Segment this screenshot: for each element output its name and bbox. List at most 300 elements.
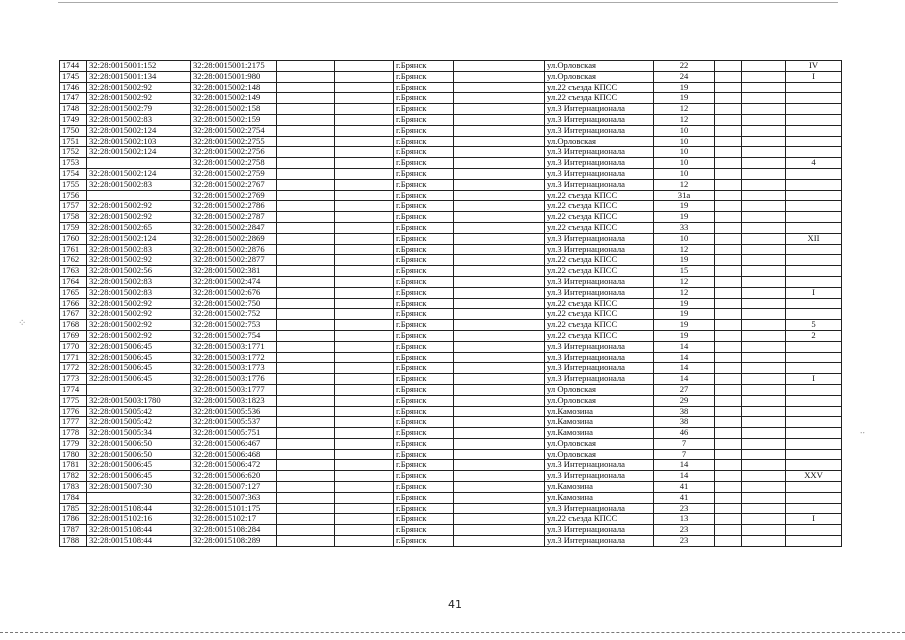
empty-cell [742, 428, 786, 439]
old-cadastral-number: 32:28:0015002:56 [87, 266, 191, 277]
row-number: 1751 [60, 136, 87, 147]
empty-cell [742, 417, 786, 428]
empty-cell [335, 482, 394, 493]
scan-noise-mark: ∙∙ [860, 428, 865, 439]
street: ул.3 Интернационала [545, 147, 654, 158]
empty-cell [742, 514, 786, 525]
table-row [60, 233, 842, 244]
city: г.Брянск [394, 406, 454, 417]
cadastral-number: 32:28:0015003:1771 [191, 341, 277, 352]
empty-cell [715, 93, 742, 104]
empty-cell [742, 395, 786, 406]
empty-cell [454, 503, 545, 514]
table-row [60, 201, 842, 212]
street: ул.Камозина [545, 406, 654, 417]
empty-cell [742, 536, 786, 547]
city: г.Брянск [394, 158, 454, 169]
empty-cell [715, 374, 742, 385]
apartment-number [786, 536, 842, 547]
empty-cell [715, 449, 742, 460]
empty-cell [277, 449, 335, 460]
house-number: 23 [654, 536, 715, 547]
cadastral-number: 32:28:0015002:752 [191, 309, 277, 320]
old-cadastral-number: 32:28:0015002:92 [87, 93, 191, 104]
empty-cell [454, 104, 545, 115]
city: г.Брянск [394, 471, 454, 482]
table-row [60, 179, 842, 190]
empty-cell [742, 384, 786, 395]
city: г.Брянск [394, 460, 454, 471]
empty-cell [454, 352, 545, 363]
city: г.Брянск [394, 374, 454, 385]
empty-cell [454, 330, 545, 341]
cadastral-number: 32:28:0015002:2756 [191, 147, 277, 158]
empty-cell [277, 417, 335, 428]
street: ул.22 съезда КПСС [545, 298, 654, 309]
empty-cell [335, 136, 394, 147]
apartment-number [786, 384, 842, 395]
city: г.Брянск [394, 104, 454, 115]
empty-cell [335, 190, 394, 201]
street: ул.Камозина [545, 428, 654, 439]
empty-cell [454, 363, 545, 374]
empty-cell [335, 266, 394, 277]
city: г.Брянск [394, 384, 454, 395]
table-row [60, 352, 842, 363]
row-number: 1771 [60, 352, 87, 363]
table-row [60, 147, 842, 158]
apartment-number: I [786, 287, 842, 298]
street: ул.22 съезда КПСС [545, 330, 654, 341]
table-row [60, 168, 842, 179]
cadastral-number: 32:28:0015003:1823 [191, 395, 277, 406]
house-number: 12 [654, 244, 715, 255]
empty-cell [335, 363, 394, 374]
apartment-number [786, 298, 842, 309]
row-number: 1755 [60, 179, 87, 190]
street: ул.Камозина [545, 417, 654, 428]
empty-cell [277, 287, 335, 298]
old-cadastral-number: 32:28:0015002:92 [87, 82, 191, 93]
row-number: 1754 [60, 168, 87, 179]
empty-cell [277, 190, 335, 201]
row-number: 1762 [60, 255, 87, 266]
cadastral-number: 32:28:0015002:753 [191, 320, 277, 331]
street: ул.22 съезда КПСС [545, 212, 654, 223]
city: г.Брянск [394, 395, 454, 406]
row-number: 1778 [60, 428, 87, 439]
old-cadastral-number: 32:28:0015002:124 [87, 233, 191, 244]
cadastral-number: 32:28:0015001:980 [191, 71, 277, 82]
cadastral-number: 32:28:0015002:2754 [191, 125, 277, 136]
empty-cell [277, 309, 335, 320]
empty-cell [715, 287, 742, 298]
empty-cell [454, 190, 545, 201]
house-number: 12 [654, 114, 715, 125]
street: ул.3 Интернационала [545, 352, 654, 363]
row-number: 1757 [60, 201, 87, 212]
old-cadastral-number [87, 190, 191, 201]
old-cadastral-number [87, 384, 191, 395]
table-row [60, 503, 842, 514]
empty-cell [335, 201, 394, 212]
empty-cell [742, 352, 786, 363]
empty-cell [277, 341, 335, 352]
street: ул.22 съезда КПСС [545, 514, 654, 525]
empty-cell [277, 482, 335, 493]
empty-cell [277, 136, 335, 147]
empty-cell [277, 233, 335, 244]
cadastral-number: 32:28:0015002:2769 [191, 190, 277, 201]
empty-cell [335, 244, 394, 255]
table-row [60, 449, 842, 460]
city: г.Брянск [394, 428, 454, 439]
empty-cell [715, 244, 742, 255]
old-cadastral-number: 32:28:0015002:92 [87, 298, 191, 309]
row-number: 1779 [60, 438, 87, 449]
empty-cell [277, 179, 335, 190]
empty-cell [742, 374, 786, 385]
cadastral-number: 32:28:0015002:474 [191, 276, 277, 287]
house-number: 19 [654, 298, 715, 309]
empty-cell [742, 93, 786, 104]
empty-cell [454, 482, 545, 493]
empty-cell [335, 417, 394, 428]
empty-cell [715, 363, 742, 374]
cadastral-number: 32:28:0015003:1777 [191, 384, 277, 395]
empty-cell [335, 395, 394, 406]
old-cadastral-number: 32:28:0015002:92 [87, 212, 191, 223]
city: г.Брянск [394, 363, 454, 374]
table-row [60, 471, 842, 482]
row-number: 1748 [60, 104, 87, 115]
empty-cell [742, 320, 786, 331]
row-number: 1758 [60, 212, 87, 223]
row-number: 1744 [60, 61, 87, 72]
house-number: 14 [654, 374, 715, 385]
empty-cell [277, 104, 335, 115]
empty-cell [454, 384, 545, 395]
city: г.Брянск [394, 352, 454, 363]
house-number: 22 [654, 61, 715, 72]
house-number: 31а [654, 190, 715, 201]
empty-cell [454, 492, 545, 503]
empty-cell [715, 222, 742, 233]
empty-cell [454, 168, 545, 179]
empty-cell [335, 61, 394, 72]
city: г.Брянск [394, 82, 454, 93]
house-number: 19 [654, 201, 715, 212]
empty-cell [277, 374, 335, 385]
empty-cell [454, 298, 545, 309]
row-number: 1769 [60, 330, 87, 341]
empty-cell [742, 298, 786, 309]
empty-cell [335, 438, 394, 449]
cadastral-number: 32:28:0015003:1772 [191, 352, 277, 363]
table-row [60, 482, 842, 493]
old-cadastral-number: 32:28:0015002:92 [87, 320, 191, 331]
empty-cell [277, 244, 335, 255]
house-number: 19 [654, 320, 715, 331]
apartment-number [786, 406, 842, 417]
city: г.Брянск [394, 417, 454, 428]
empty-cell [715, 492, 742, 503]
house-number: 14 [654, 471, 715, 482]
empty-cell [742, 168, 786, 179]
cadastral-number: 32:28:0015002:148 [191, 82, 277, 93]
cadastral-number: 32:28:0015002:2847 [191, 222, 277, 233]
empty-cell [335, 330, 394, 341]
street: ул.22 съезда КПСС [545, 266, 654, 277]
city: г.Брянск [394, 147, 454, 158]
old-cadastral-number: 32:28:0015002:83 [87, 287, 191, 298]
city: г.Брянск [394, 536, 454, 547]
empty-cell [335, 276, 394, 287]
row-number: 1750 [60, 125, 87, 136]
house-number: 46 [654, 428, 715, 439]
empty-cell [715, 104, 742, 115]
row-number: 1766 [60, 298, 87, 309]
street: ул.3 Интернационала [545, 341, 654, 352]
house-number: 41 [654, 482, 715, 493]
table-row [60, 406, 842, 417]
empty-cell [454, 536, 545, 547]
empty-cell [715, 71, 742, 82]
empty-cell [742, 438, 786, 449]
city: г.Брянск [394, 212, 454, 223]
table-row [60, 190, 842, 201]
row-number: 1747 [60, 93, 87, 104]
apartment-number [786, 503, 842, 514]
empty-cell [742, 363, 786, 374]
house-number: 14 [654, 352, 715, 363]
empty-cell [715, 341, 742, 352]
row-number: 1749 [60, 114, 87, 125]
table-row [60, 136, 842, 147]
empty-cell [277, 503, 335, 514]
empty-cell [454, 460, 545, 471]
street: ул.Камозина [545, 492, 654, 503]
street: ул.3 Интернационала [545, 104, 654, 115]
street: ул.3 Интернационала [545, 363, 654, 374]
cadastral-number: 32:28:0015101:175 [191, 503, 277, 514]
row-number: 1768 [60, 320, 87, 331]
city: г.Брянск [394, 287, 454, 298]
empty-cell [454, 276, 545, 287]
table-row [60, 395, 842, 406]
table-row [60, 222, 842, 233]
house-number: 41 [654, 492, 715, 503]
empty-cell [454, 406, 545, 417]
apartment-number [786, 352, 842, 363]
row-number: 1783 [60, 482, 87, 493]
empty-cell [335, 82, 394, 93]
apartment-number [786, 276, 842, 287]
cadastral-number: 32:28:0015002:2767 [191, 179, 277, 190]
empty-cell [715, 158, 742, 169]
house-number: 19 [654, 255, 715, 266]
row-number: 1775 [60, 395, 87, 406]
row-number: 1763 [60, 266, 87, 277]
empty-cell [742, 482, 786, 493]
house-number: 19 [654, 330, 715, 341]
house-number: 7 [654, 449, 715, 460]
street: ул.Орловская [545, 71, 654, 82]
table-row [60, 341, 842, 352]
row-number: 1786 [60, 514, 87, 525]
empty-cell [742, 158, 786, 169]
old-cadastral-number: 32:28:0015007:30 [87, 482, 191, 493]
table-row [60, 276, 842, 287]
empty-cell [742, 266, 786, 277]
empty-cell [454, 147, 545, 158]
cadastral-number: 32:28:0015002:2876 [191, 244, 277, 255]
empty-cell [454, 471, 545, 482]
house-number: 24 [654, 71, 715, 82]
empty-cell [454, 374, 545, 385]
street: ул.3 Интернационала [545, 460, 654, 471]
empty-cell [335, 287, 394, 298]
street: ул.22 съезда КПСС [545, 201, 654, 212]
city: г.Брянск [394, 514, 454, 525]
street: ул.22 съезда КПСС [545, 82, 654, 93]
table-row [60, 492, 842, 503]
street: ул.22 съезда КПСС [545, 309, 654, 320]
street: ул.3 Интернационала [545, 374, 654, 385]
empty-cell [277, 276, 335, 287]
empty-cell [335, 298, 394, 309]
empty-cell [335, 492, 394, 503]
cadastral-number: 32:28:0015006:620 [191, 471, 277, 482]
row-number: 1767 [60, 309, 87, 320]
empty-cell [454, 222, 545, 233]
apartment-number [786, 212, 842, 223]
table-row [60, 514, 842, 525]
old-cadastral-number [87, 492, 191, 503]
empty-cell [277, 330, 335, 341]
house-number: 19 [654, 309, 715, 320]
empty-cell [454, 309, 545, 320]
empty-cell [335, 536, 394, 547]
city: г.Брянск [394, 320, 454, 331]
old-cadastral-number: 32:28:0015001:152 [87, 61, 191, 72]
empty-cell [715, 352, 742, 363]
house-number: 12 [654, 179, 715, 190]
old-cadastral-number: 32:28:0015002:79 [87, 104, 191, 115]
empty-cell [277, 222, 335, 233]
apartment-number: I [786, 374, 842, 385]
row-number: 1785 [60, 503, 87, 514]
empty-cell [715, 482, 742, 493]
cadastral-number: 32:28:0015007:127 [191, 482, 277, 493]
empty-cell [277, 82, 335, 93]
table-row [60, 330, 842, 341]
cadastral-number: 32:28:0015006:467 [191, 438, 277, 449]
empty-cell [335, 406, 394, 417]
apartment-number [786, 363, 842, 374]
table-row [60, 417, 842, 428]
cadastral-number: 32:28:0015005:751 [191, 428, 277, 439]
empty-cell [335, 168, 394, 179]
apartment-number: IV [786, 61, 842, 72]
empty-cell [742, 341, 786, 352]
street: ул.3 Интернационала [545, 244, 654, 255]
old-cadastral-number: 32:28:0015002:83 [87, 276, 191, 287]
row-number: 1774 [60, 384, 87, 395]
table-row [60, 428, 842, 439]
scan-top-edge [58, 2, 838, 3]
city: г.Брянск [394, 482, 454, 493]
apartment-number [786, 136, 842, 147]
empty-cell [742, 136, 786, 147]
empty-cell [715, 168, 742, 179]
table-row [60, 158, 842, 169]
empty-cell [335, 514, 394, 525]
house-number: 19 [654, 82, 715, 93]
empty-cell [742, 244, 786, 255]
empty-cell [715, 190, 742, 201]
empty-cell [277, 471, 335, 482]
empty-cell [715, 233, 742, 244]
row-number: 1788 [60, 536, 87, 547]
empty-cell [335, 71, 394, 82]
cadastral-number: 32:28:0015002:2758 [191, 158, 277, 169]
empty-cell [277, 266, 335, 277]
apartment-number [786, 341, 842, 352]
empty-cell [335, 255, 394, 266]
street: ул.Орловская [545, 438, 654, 449]
empty-cell [742, 61, 786, 72]
city: г.Брянск [394, 503, 454, 514]
table-row [60, 460, 842, 471]
street: ул.22 съезда КПСС [545, 320, 654, 331]
empty-cell [742, 255, 786, 266]
city: г.Брянск [394, 61, 454, 72]
apartment-number [786, 114, 842, 125]
house-number: 15 [654, 266, 715, 277]
table-row [60, 255, 842, 266]
old-cadastral-number: 32:28:0015006:45 [87, 460, 191, 471]
street: ул.Камозина [545, 482, 654, 493]
empty-cell [715, 61, 742, 72]
empty-cell [335, 158, 394, 169]
house-number: 10 [654, 136, 715, 147]
house-number: 14 [654, 363, 715, 374]
city: г.Брянск [394, 179, 454, 190]
city: г.Брянск [394, 255, 454, 266]
house-number: 10 [654, 147, 715, 158]
street: ул.3 Интернационала [545, 168, 654, 179]
cadastral-number: 32:28:0015002:750 [191, 298, 277, 309]
cadastral-number: 32:28:0015002:159 [191, 114, 277, 125]
city: г.Брянск [394, 233, 454, 244]
empty-cell [454, 255, 545, 266]
row-number: 1776 [60, 406, 87, 417]
apartment-number [786, 309, 842, 320]
empty-cell [454, 82, 545, 93]
house-number: 14 [654, 460, 715, 471]
house-number: 13 [654, 514, 715, 525]
empty-cell [715, 82, 742, 93]
empty-cell [742, 82, 786, 93]
empty-cell [454, 244, 545, 255]
empty-cell [277, 460, 335, 471]
empty-cell [335, 147, 394, 158]
house-number: 12 [654, 276, 715, 287]
empty-cell [335, 125, 394, 136]
empty-cell [742, 276, 786, 287]
old-cadastral-number: 32:28:0015002:83 [87, 114, 191, 125]
